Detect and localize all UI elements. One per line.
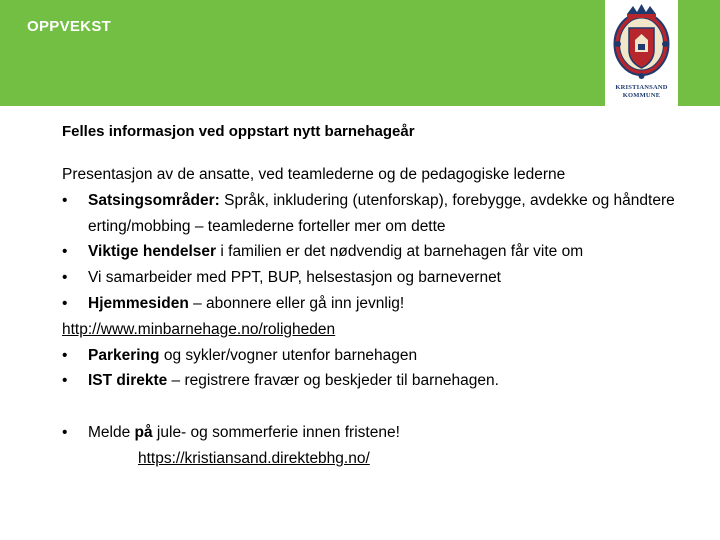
list-item [62,291,712,317]
logo-text-line1: KRISTIANSAND [615,84,668,91]
item-text-post: jule- og sommerferie innen fristene! [152,424,400,442]
item-text: Språk, inkludering (utenforskap), forebygge, avdekke og håndtere erting/mobbing – teamlederne forteller mer om dette [88,191,675,235]
list-item [62,239,712,265]
list-item [62,420,712,446]
item-bold: Parkering [88,346,160,364]
item-text: i familien er det nødvendig at barnehagen får vite om [216,243,584,261]
bullet: • [62,346,68,364]
bullet: • [62,424,68,442]
header-bar [0,0,720,106]
list-item [62,368,712,394]
item-bold: Viktige hendelser [88,243,217,261]
list-item [62,265,712,291]
bullet: • [62,372,68,390]
bullet: • [62,243,68,261]
list-item [62,188,712,240]
list-item [62,343,712,369]
slide-title: Felles informasjon ved oppstart nytt barnehageår [62,123,415,140]
item-bold: IST direkte [88,372,168,390]
item-text-pre: Melde [88,424,135,442]
logo-text-line2: KOMMUNE [622,92,661,99]
item-text: – registrere fravær og beskjeder til barnehagen. [167,372,499,390]
slide-body [62,162,712,472]
homepage-link[interactable]: http://www.minbarnehage.no/roligheden [62,320,336,338]
municipality-logo [605,0,678,106]
direktebhg-link[interactable]: https://kristiansand.direktebhg.no/ [138,449,370,467]
item-bold: på [134,424,153,442]
coat-of-arms-icon [605,0,678,84]
item-text: og sykler/vogner utenfor barnehagen [159,346,418,364]
bullet: • [62,269,68,287]
bullet: • [62,294,68,312]
item-bold: Hjemmesiden [88,294,189,312]
item-text: – abonnere eller gå inn jevnlig! [188,294,405,312]
section-label: OPPVEKST [27,18,112,35]
item-bold: Satsingsområder: [88,191,220,209]
bullet: • [62,191,68,209]
item-text: Vi samarbeider med PPT, BUP, helsestasjon og barnevernet [88,269,501,287]
intro-text: Presentasjon av de ansatte, ved teamlederne og de pedagogiske lederne [62,166,566,183]
